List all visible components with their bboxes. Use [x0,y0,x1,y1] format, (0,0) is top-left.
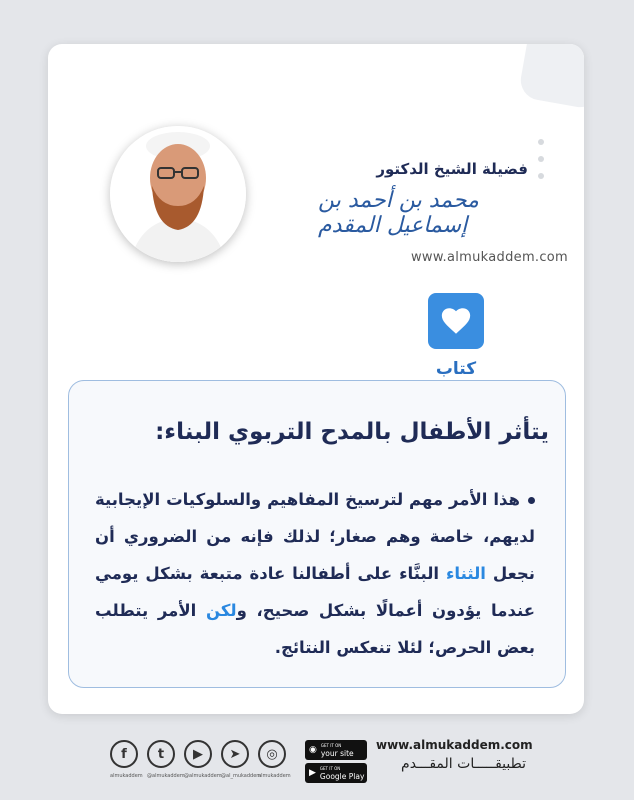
content-box [68,380,566,688]
globe-icon: ◉ [309,745,317,755]
highlight-praise: الثناء [445,564,486,583]
heart-icon [428,293,484,349]
footer-website[interactable]: www.almukaddem.com [376,738,533,752]
main-card [48,44,584,714]
badge-big-text: Google Play [319,772,365,781]
book-word: كتاب [435,359,477,379]
twitter-icon[interactable]: t [147,740,175,768]
google-play-badge[interactable] [305,763,367,783]
your-site-badge[interactable] [305,740,367,760]
badge-big-text: your site [320,749,354,758]
google-play-icon: ▶ [309,768,316,778]
social-handle: almukaddem [258,773,291,779]
body-text-part2: البنَّاء على أطفالنا عادة متبعة بشكل يومي عندما يؤدون أعمالًا بشكل صحيح، و [95,564,535,620]
youtube-icon[interactable]: ▶ [184,740,212,768]
facebook-icon[interactable]: f [110,740,138,768]
decorative-dots [538,139,544,179]
content-heading: يتأثر الأطفال بالمدح التربوي البناء: [155,419,549,445]
telegram-icon[interactable]: ➤ [221,740,249,768]
badge-small-text: GET IT ON [319,766,341,771]
body-text-part1: هذا الأمر مهم لترسيخ المفاهيم والسلوكيات الإيجابية لديهم، خاصة وهم صغار؛ لذلك فإنه من الضروري أن نجعل [95,490,535,583]
social-handle: almukaddem [110,773,143,779]
social-handles [110,773,291,779]
body-text-part3: الأمر يتطلب بعض الحرص؛ لئلا تنعكس النتائج. [95,601,535,657]
sheikh-title: فضيلة الشيخ الدكتور [376,160,528,178]
card-corner-decoration [518,44,584,110]
website-url[interactable]: www.almukaddem.com [410,250,568,265]
badge-small-text: GET IT ON [320,743,342,748]
content-body [95,481,535,666]
social-icons [110,740,286,768]
highlight-but: لكن [205,601,237,620]
social-handle: @almukaddem [184,773,222,779]
bullet-icon [528,497,535,504]
instagram-icon[interactable]: ◎ [258,740,286,768]
social-handle: @al_mukaddem [221,773,262,779]
social-handle: @almukaddem [147,773,185,779]
footer [0,728,634,800]
footer-apps-label: تطبيقـــــات المقـــدم [401,756,526,772]
sheikh-name-calligraphy: محمد بن أحمد بن إسماعيل المقدم [318,188,479,238]
sheikh-avatar [110,126,246,262]
